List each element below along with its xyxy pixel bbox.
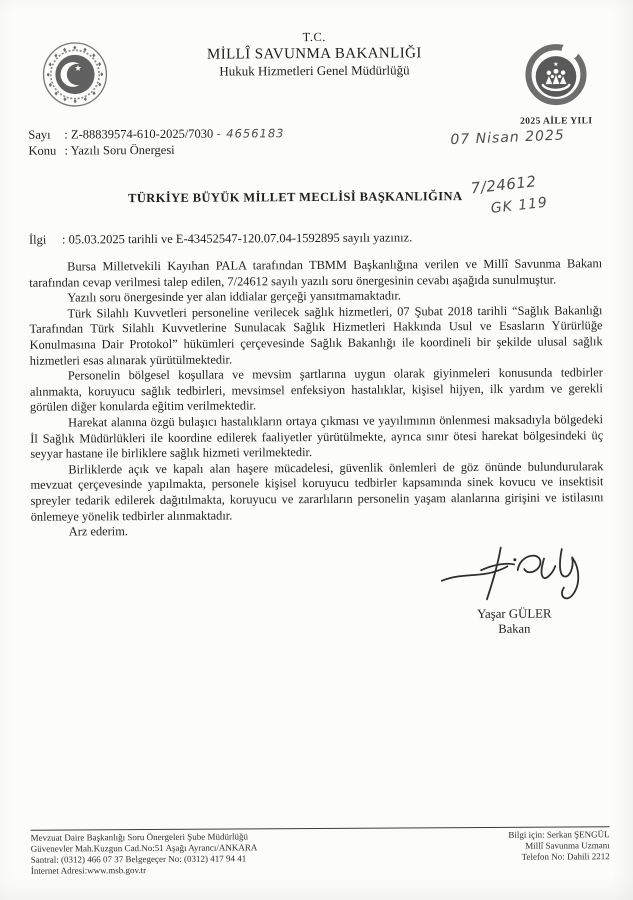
- signature-icon: [434, 542, 594, 605]
- letter-body: [29, 256, 604, 540]
- konu-value: : Yazılı Soru Önergesi: [64, 142, 175, 158]
- seal-star: ★: [74, 63, 82, 73]
- sayi-row: [28, 126, 284, 143]
- footer-address: Güvenevler Mah.Kuzgun Cad.No:51 Aşağı Ayrancı/ANKARA: [30, 842, 258, 854]
- footer-contact-phone: Telefon No: Dahili 2212: [521, 851, 610, 862]
- ilgi-line: [29, 230, 412, 247]
- footer-left: [31, 831, 258, 876]
- letterhead-department: Hukuk Hizmetleri Genel Müdürlüğü: [219, 62, 410, 79]
- body-paragraph: Türk Silahlı Kuvvetleri personeline verilecek sağlık hizmetleri, 07 Şubat 2018 tarihli “Sağlık Bakanlığı Tarafından Türk Silahlı Kuvvetlerine Sunulacak Sağlık Hizmetleri Hakkında Usul ve Esasların Yürürlüğe Konulmasına Dair Protokol” hükümleri çerçevesinde Sağlık Bakanlığı ile koordineli bir şekilde ulusal sağlık hizmetleri esas alınarak yürütülmektedir.: [29, 303, 603, 368]
- letterhead-ministry: MİLLÎ SAVUNMA BAKANLIĞI: [206, 45, 422, 63]
- sayi-label: Sayı: [28, 127, 51, 142]
- reference-block: [28, 126, 284, 159]
- signature-block: [429, 542, 600, 637]
- body-paragraph: Personelin bölgesel koşullara ve mevsim şartlarına uygun olarak giyinmeleri konusunda tedbirler alınmakta, koruyucu sağlık tedbirleri, mevsimsel enfeksiyon hastalıklar, kişisel hijyen, ilk yardım ve gerekli görülen diğer konularda eğitim verilmektedir.: [29, 365, 603, 415]
- konu-row: [28, 142, 284, 159]
- handwritten-docket-number: 7/24612: [469, 172, 538, 198]
- sayi-handwritten-suffix: - 4656183: [216, 126, 285, 141]
- ilgi-value: : 05.03.2025 tarihli ve E-43452547-120.07.04-1592895 sayılı yazınız.: [61, 230, 413, 247]
- stamp-label: 2025 AİLE YILI: [520, 116, 593, 127]
- body-paragraph: Yazılı soru önergesinde yer alan iddialar gerçeği yansıtmamaktadır.: [67, 288, 402, 305]
- letterhead-tc: T.C.: [302, 29, 326, 45]
- family-crescent-icon: [518, 40, 594, 110]
- footer-phone: Santral: (0312) 466 07 37 Belgegeçer No: (0312) 417 94 41: [30, 853, 247, 865]
- sayi-value: : Z-88839574-610-2025/7030: [64, 126, 214, 142]
- closing-line: Arz ederim.: [68, 524, 128, 539]
- handwritten-date: 07 Nisan 2025: [450, 127, 566, 149]
- signatory-title: Bakan: [498, 621, 531, 636]
- body-paragraph: Birliklerde açık ve kapalı alan haşere mücadelesi, güvenlik önlemleri de göz önünde bulundurularak mevzuat çerçevesinde yapılmakta, personele kişisel koruyucu tedbirler kapsamında sinek kovucu ve insektisit spreyler tedarik edilerek dağıtılmakta, koruyucu ve zararlıların personelin yaşam alanlarına girişini ve istilasını önlemeye yönelik tedbirler alınmaktadır.: [30, 458, 604, 524]
- svg-text:★: ★: [553, 62, 559, 69]
- ilgi-label: İlgi: [28, 232, 47, 247]
- footer-right: [508, 829, 610, 874]
- body-paragraph: Harekat alanına özgü bulaşıcı hastalıkların ortaya çıkması ve yayılımının önlenmesi maksadıyla bölgedeki İl Sağlık Müdürlükleri ile koordine edilerek faaliyetler yürütülmekte, ayrıca sınır ötesi harekat bölgesindeki üç seyyar hastane ile birliklere sağlık hizmeti verilmektedir.: [30, 412, 604, 461]
- footer: [31, 826, 610, 877]
- footer-contact-title: Millî Savunma Uzmanı: [525, 840, 610, 851]
- signatory-name: Yaşar GÜLER: [477, 606, 552, 622]
- footer-office: Mevzuat Daire Başkanlığı Soru Önergeleri Şube Müdürlüğü: [30, 831, 248, 843]
- handwritten-gk-number: GK 119: [490, 194, 549, 217]
- ministry-seal-icon: [42, 41, 108, 107]
- body-paragraph: Bursa Milletvekili Kayıhan PALA tarafından TBMM Başkanlığına verilen ve Millî Savunma Bakanı tarafından cevap verilmesi talep edilen, 7/24612 sayılı yazılı soru önergesinin cevabı aşağıda sunulmuştur.: [29, 256, 603, 290]
- konu-label: Konu: [28, 143, 57, 158]
- footer-website: İnternet Adresi:www.msb.gov.tr: [30, 865, 147, 876]
- recipient-title: TÜRKİYE BÜYÜK MİLLET MECLİSİ BAŞKANLIĞINA: [128, 189, 463, 206]
- footer-contact-name: Bilgi için: Serkan ŞENGÜL: [508, 829, 610, 840]
- aile-yili-stamp: [510, 40, 603, 127]
